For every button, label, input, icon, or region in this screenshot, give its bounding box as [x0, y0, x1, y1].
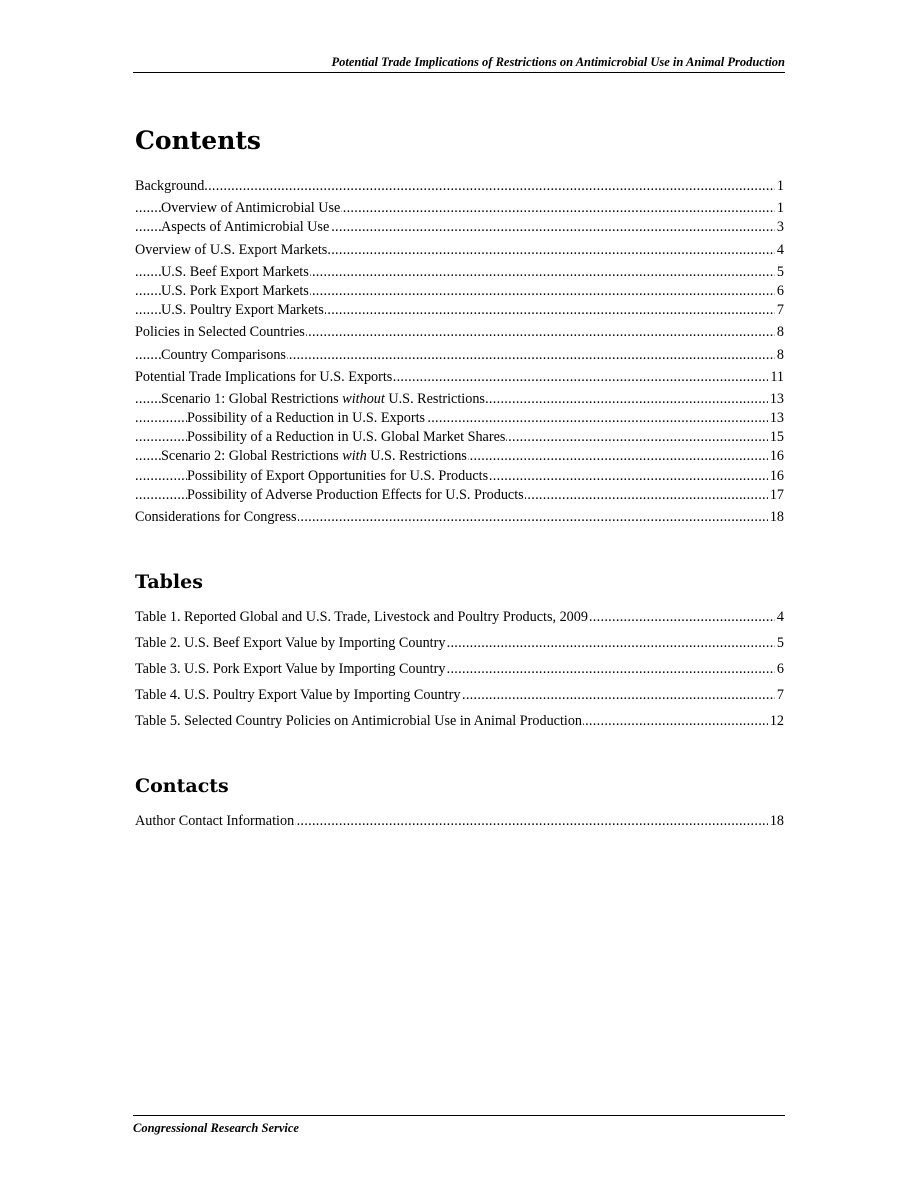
- title-text: Table 2. U.S. Beef Export Value by Importing Country: [135, 635, 446, 651]
- tables-entry-title: [135, 661, 446, 677]
- contents-entry-title: [187, 487, 525, 503]
- contents-entry[interactable]: [135, 263, 784, 282]
- contents-entry[interactable]: [135, 368, 784, 387]
- contents-entry-title: [135, 369, 393, 385]
- contents-entry-title: [161, 219, 330, 235]
- contents-entry-title: [187, 410, 426, 426]
- title-text: U.S. Poultry Export Markets: [161, 302, 324, 319]
- contents-entry[interactable]: [135, 301, 784, 320]
- contents-entry[interactable]: [135, 346, 784, 365]
- title-text: U.S. Restrictions: [384, 390, 485, 407]
- contents-entry-page-number: 5: [775, 263, 784, 282]
- tables-entry[interactable]: [135, 634, 784, 653]
- contents-entry-title: [161, 347, 287, 363]
- contents-entry-title: [161, 283, 310, 299]
- contents-entry[interactable]: [135, 409, 784, 428]
- contents-entry[interactable]: [135, 282, 784, 301]
- title-text: Possibility of a Reduction in U.S. Exports: [187, 410, 426, 427]
- tables-heading: Tables: [135, 571, 203, 593]
- title-text: Possibility of Adverse Production Effects for U.S. Products: [187, 486, 524, 503]
- tables-entry[interactable]: [135, 608, 784, 627]
- title-text: with: [342, 448, 367, 465]
- contents-entry-page-number: 11: [768, 368, 784, 387]
- title-text: U.S. Pork Export Markets: [161, 282, 309, 299]
- title-text: Possibility of Export Opportunities for U.S. Products: [187, 467, 489, 484]
- contents-entry-page-number: 13: [768, 390, 784, 409]
- title-text: Table 1. Reported Global and U.S. Trade, Livestock and Poultry Products, 2009: [135, 609, 588, 625]
- title-text: Table 5. Selected Country Policies on Antimicrobial Use in Animal Production: [135, 713, 583, 729]
- contents-entry-title: [161, 264, 310, 280]
- title-text: U.S. Beef Export Markets: [161, 263, 309, 280]
- contents-entry[interactable]: [135, 323, 784, 342]
- contents-entry-page-number: 3: [775, 218, 784, 237]
- contents-entry-page-number: 7: [775, 301, 784, 320]
- tables-entry-page-number: 4: [775, 608, 784, 627]
- contents-entry-title: [187, 468, 489, 484]
- contents-entry-title: [187, 429, 506, 445]
- contents-heading: Contents: [135, 126, 262, 155]
- tables-entry[interactable]: [135, 660, 784, 679]
- contents-entry[interactable]: [135, 218, 784, 237]
- contents-entry-page-number: 1: [775, 177, 784, 196]
- tables-entry-title: [135, 609, 589, 625]
- contacts-entry-title: [135, 813, 295, 829]
- tables-list: [135, 608, 784, 731]
- tables-entry[interactable]: [135, 712, 784, 731]
- contents-entry[interactable]: [135, 177, 784, 196]
- contacts-list: [135, 812, 784, 831]
- contents-entry-page-number: 8: [775, 323, 784, 342]
- contents-entry[interactable]: [135, 390, 784, 409]
- contents-entry-title: [135, 509, 298, 525]
- title-text: Potential Trade Implications for U.S. Exports: [135, 368, 393, 385]
- contacts-heading: Contacts: [135, 775, 229, 797]
- title-text: Policies in Selected Countries: [135, 324, 305, 341]
- title-text: Considerations for Congress: [135, 509, 297, 525]
- title-text: U.S. Restrictions: [366, 448, 467, 465]
- contents-entry[interactable]: [135, 467, 784, 486]
- title-text: Table 3. U.S. Pork Export Value by Importing Country: [135, 661, 446, 677]
- title-text: Overview of U.S. Export Markets: [135, 241, 328, 258]
- title-text: Overview of Antimicrobial Use: [161, 200, 341, 217]
- contacts-entry-page-number: 18: [768, 812, 784, 831]
- contents-entry[interactable]: [135, 447, 784, 466]
- tables-entry-page-number: 6: [775, 660, 784, 679]
- tables-entry-title: [135, 687, 461, 703]
- title-text: Author Contact Information: [135, 813, 295, 829]
- contents-entry-title: [135, 324, 306, 340]
- contents-entry-page-number: 16: [768, 467, 784, 486]
- contents-entry[interactable]: [135, 486, 784, 505]
- tables-entry-page-number: 7: [775, 686, 784, 705]
- contents-entry-title: [161, 448, 468, 464]
- contents-entry-page-number: 1: [775, 199, 784, 218]
- contents-entry-page-number: 13: [768, 409, 784, 428]
- tables-entry[interactable]: [135, 686, 784, 705]
- contents-entry-title: [135, 242, 328, 258]
- title-text: Table 4. U.S. Poultry Export Value by Importing Country: [135, 687, 461, 703]
- contents-entry-page-number: 17: [768, 486, 784, 505]
- tables-entry-title: [135, 713, 583, 729]
- contents-entry-page-number: 16: [768, 447, 784, 466]
- contents-entry[interactable]: [135, 508, 784, 527]
- title-text: Country Comparisons: [161, 346, 286, 363]
- title-text: Aspects of Antimicrobial Use: [161, 219, 330, 236]
- footer-organization: Congressional Research Service: [133, 1115, 785, 1136]
- contents-entry-page-number: 4: [775, 241, 784, 260]
- contents-entry-title: [161, 200, 341, 216]
- title-text: Scenario 2: Global Restrictions: [161, 448, 343, 465]
- contents-entry-page-number: 18: [768, 508, 784, 527]
- tables-entry-title: [135, 635, 446, 651]
- title-text: Scenario 1: Global Restrictions: [161, 390, 343, 407]
- title-text: Possibility of a Reduction in U.S. Global Market Shares: [187, 429, 506, 446]
- contents-entry[interactable]: [135, 199, 784, 218]
- contents-entry-title: [135, 178, 205, 194]
- contents-entry-page-number: 15: [768, 428, 784, 447]
- contents-list: [135, 177, 784, 527]
- tables-entry-page-number: 5: [775, 634, 784, 653]
- contents-entry[interactable]: [135, 241, 784, 260]
- contents-entry-page-number: 6: [775, 282, 784, 301]
- title-text: without: [342, 390, 385, 407]
- running-header: Potential Trade Implications of Restrictions on Antimicrobial Use in Animal Production: [133, 55, 785, 73]
- tables-entry-page-number: 12: [768, 712, 784, 731]
- contents-entry-page-number: 8: [775, 346, 784, 365]
- contents-entry-title: [161, 391, 486, 407]
- contents-entry[interactable]: [135, 428, 784, 447]
- title-text: Background: [135, 178, 205, 194]
- contacts-entry[interactable]: [135, 812, 784, 831]
- contents-entry-title: [161, 302, 325, 318]
